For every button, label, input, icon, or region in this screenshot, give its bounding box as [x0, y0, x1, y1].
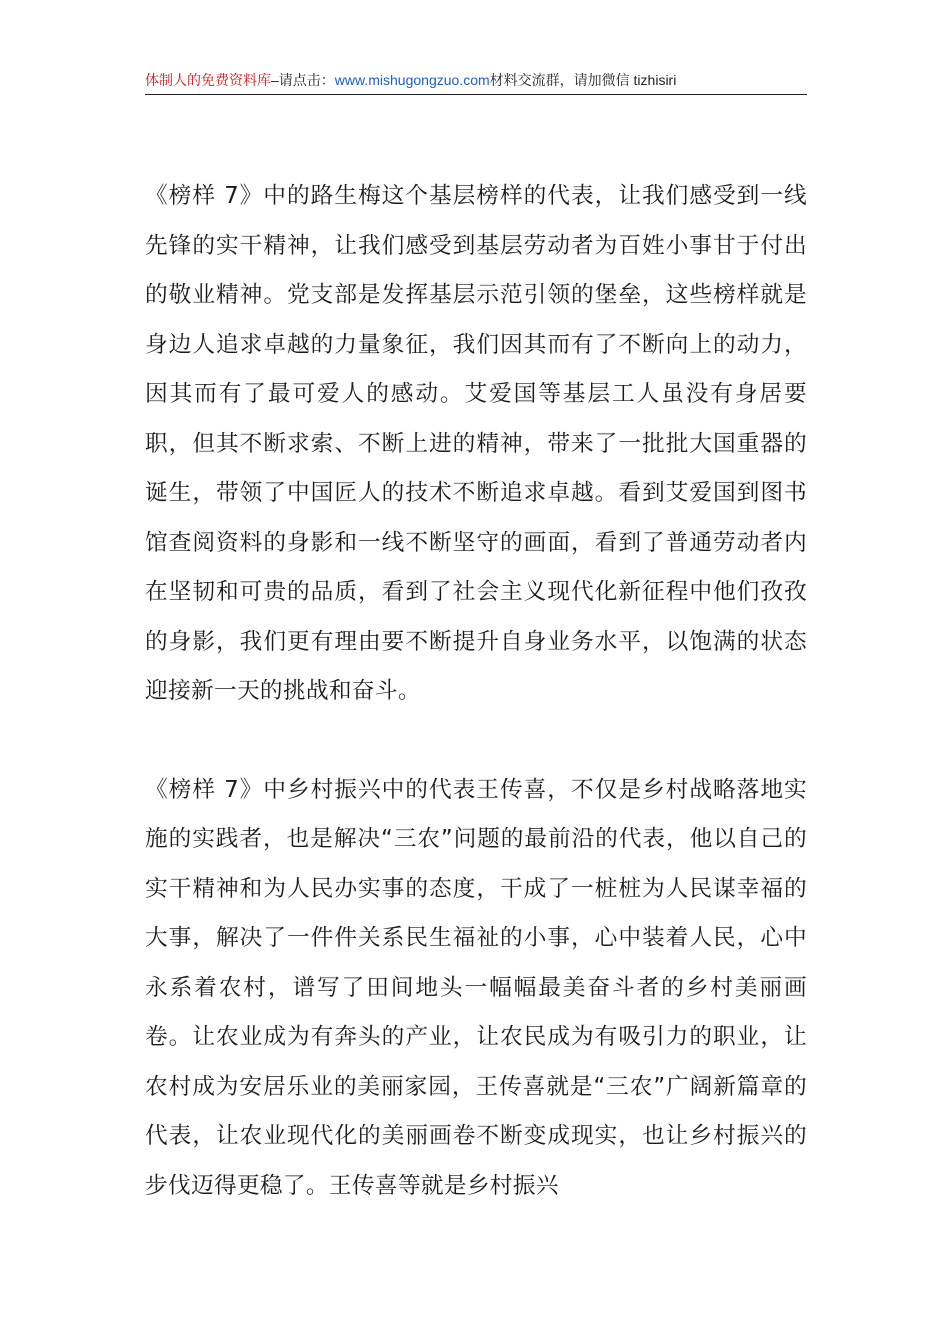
header-brand: 体制人的免费资料库 — [145, 72, 271, 88]
header-website-link[interactable]: www.mishugongzuo.com — [334, 72, 490, 88]
page-header — [145, 70, 807, 95]
paragraph-1: 《榜样 7》中的路生梅这个基层榜样的代表，让我们感受到一线先锋的实干精神，让我们感受到基层劳动者为百姓小事甘于付出的敬业精神。党支部是发挥基层示范引领的堡垒，这些榜样就是身边人追求卓越的力量象征，我们因其而有了不断向上的动力，因其而有了最可爱人的感动。艾爱国等基层工人虽没有身居要职，但其不断求索、不断上进的精神，带来了一批批大国重器的诞生，带领了中国匠人的技术不断追求卓越。看到艾爱国到图书馆查阅资料的身影和一线不断坚守的画面，看到了普通劳动者内在坚韧和可贵的品质，看到了社会主义现代化新征程中他们孜孜的身影，我们更有理由要不断提升自身业务水平，以饱满的状态迎接新一天的挑战和奋斗。 — [145, 183, 807, 704]
document-body — [145, 172, 807, 1211]
header-separator: –请点击： — [271, 72, 335, 88]
header-contact-text: 材料交流群，请加微信 tizhisiri — [489, 72, 677, 88]
paragraph-2: 《榜样 7》中乡村振兴中的代表王传喜，不仅是乡村战略落地实施的实践者，也是解决“三农”问题的最前沿的代表，他以自己的实干精神和为人民办实事的态度，干成了一桩桩为人民谋幸福的大事，解决了一件件关系民生福祉的小事，心中装着人民，心中永系着农村，谱写了田间地头一幅幅最美奋斗者的乡村美丽画卷。让农业成为有奔头的产业，让农民成为有吸引力的职业，让农村成为安居乐业的美丽家园，王传喜就是“三农”广阔新篇章的代表，让农业现代化的美丽画卷不断变成现实，也让乡村振兴的步伐迈得更稳了。王传喜等就是乡村振兴 — [145, 776, 807, 1199]
